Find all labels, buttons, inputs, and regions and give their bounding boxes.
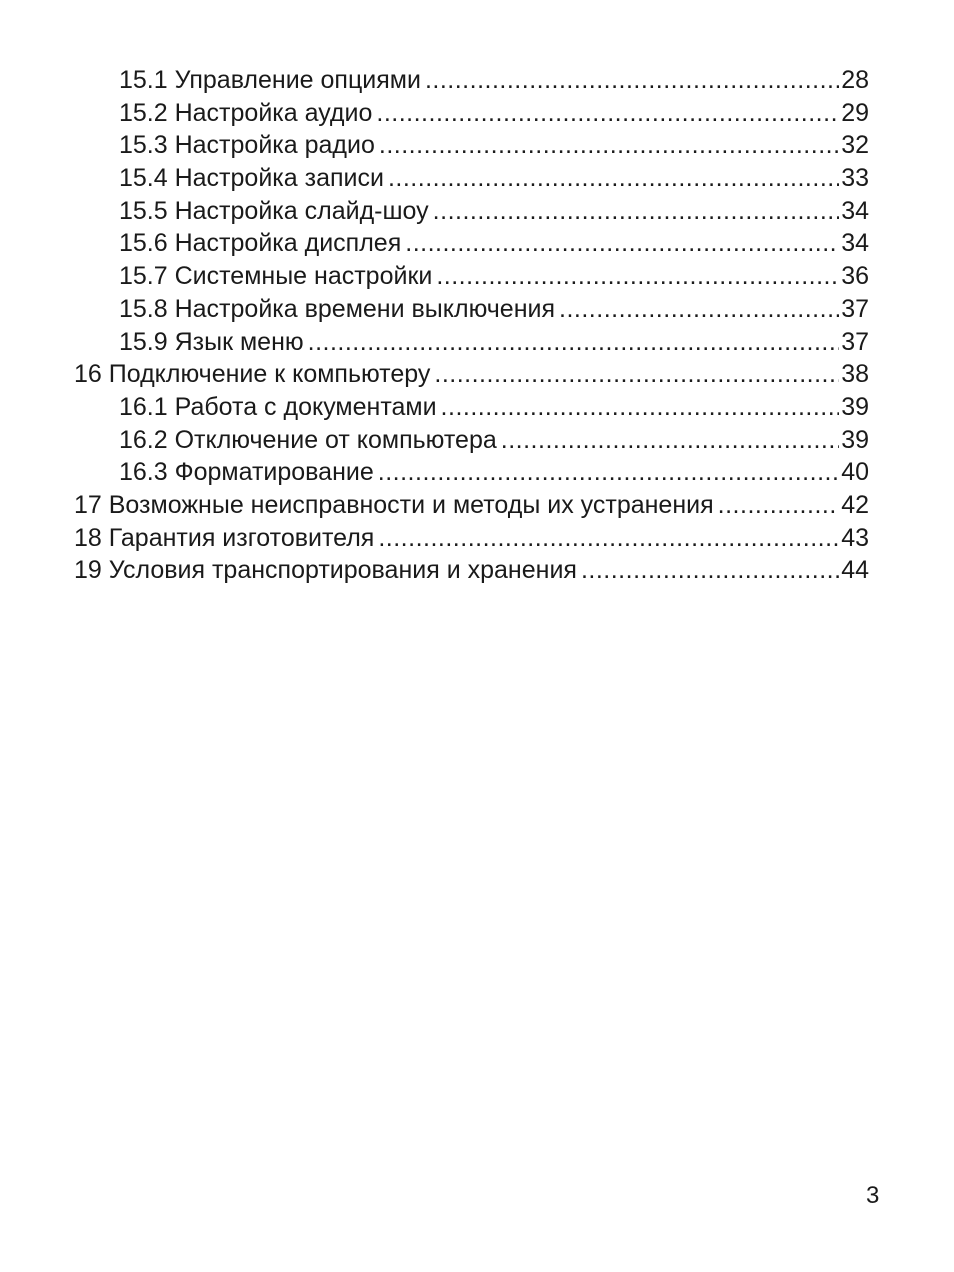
toc-dot-leader	[308, 326, 840, 359]
toc-entry-title: 15.4 Настройка записи	[119, 164, 384, 193]
page-number: 3	[866, 1182, 880, 1209]
toc-dot-leader	[436, 260, 839, 293]
toc-entry-title: 15.3 Настройка радио	[119, 131, 375, 160]
toc-dot-leader	[405, 227, 839, 260]
toc-entry-title: 16.1 Работа с документами	[119, 392, 437, 421]
toc-dot-leader	[388, 162, 839, 195]
toc-entry[interactable]	[74, 326, 869, 359]
toc-entry-title: 15.2 Настройка аудио	[119, 98, 373, 127]
toc-dot-leader	[378, 522, 839, 555]
toc-dot-leader	[441, 391, 840, 424]
toc-entry[interactable]	[74, 195, 869, 228]
toc-entry-title: 18 Гарантия изготовителя	[74, 523, 375, 552]
toc-entry-page: 36	[841, 262, 869, 291]
toc-entry-page: 39	[841, 392, 869, 421]
toc-entry-page: 42	[841, 490, 869, 519]
toc-entry-page: 28	[841, 66, 869, 94]
toc-dot-leader	[378, 456, 839, 489]
toc-entry-page: 34	[841, 229, 869, 258]
toc-entry-page: 39	[841, 425, 869, 454]
toc-entry[interactable]	[74, 456, 869, 489]
toc-dot-leader	[376, 97, 839, 130]
toc-entry-page: 38	[841, 360, 869, 389]
toc-entry-title: 16.3 Форматирование	[119, 458, 374, 487]
toc-dot-leader	[433, 195, 840, 228]
table-of-contents	[74, 64, 869, 587]
toc-entry[interactable]	[74, 129, 869, 162]
toc-entry-page: 37	[841, 327, 869, 356]
toc-entry-title: 15.8 Настройка времени выключения	[119, 294, 556, 323]
toc-dot-leader	[581, 554, 839, 587]
toc-entry-title: 19 Условия транспортирования и хранения	[74, 556, 577, 585]
toc-entry-page: 40	[841, 458, 869, 487]
toc-entry[interactable]	[74, 522, 869, 555]
toc-entry-title: 17 Возможные неисправности и методы их устранения	[74, 490, 714, 519]
toc-entry-page: 34	[841, 196, 869, 225]
toc-entry[interactable]	[74, 162, 869, 195]
toc-entry-title: 16.2 Отключение от компьютера	[119, 425, 497, 454]
toc-dot-leader	[434, 358, 839, 391]
toc-entry-page: 43	[841, 523, 869, 552]
toc-entry-page: 29	[841, 98, 869, 127]
toc-entry[interactable]	[74, 97, 869, 130]
toc-entry[interactable]	[74, 424, 869, 457]
toc-entry[interactable]	[74, 358, 869, 391]
toc-dot-leader	[425, 64, 839, 97]
toc-entry[interactable]	[74, 260, 869, 293]
toc-entry[interactable]	[74, 64, 869, 97]
toc-entry-title: 15.7 Системные настройки	[119, 262, 433, 291]
toc-entry-title: 16 Подключение к компьютеру	[74, 360, 431, 389]
toc-entry[interactable]	[74, 391, 869, 424]
toc-entry-title: 15.5 Настройка слайд-шоу	[119, 196, 429, 225]
toc-entry[interactable]	[74, 554, 869, 587]
toc-entry-page: 32	[841, 131, 869, 160]
toc-entry-title: 15.6 Настройка дисплея	[119, 229, 402, 258]
toc-dot-leader	[379, 129, 839, 162]
toc-entry-title: 15.9 Язык меню	[119, 327, 304, 356]
toc-entry-page: 37	[841, 294, 869, 323]
toc-entry[interactable]	[74, 489, 869, 522]
toc-entry-page: 33	[841, 164, 869, 193]
toc-dot-leader	[501, 424, 839, 457]
toc-entry[interactable]	[74, 227, 869, 260]
toc-dot-leader	[718, 489, 840, 522]
toc-dot-leader	[559, 293, 839, 326]
toc-entry-page: 44	[841, 556, 869, 585]
toc-entry[interactable]	[74, 293, 869, 326]
toc-entry-title: 15.1 Управление опциями	[119, 66, 421, 94]
